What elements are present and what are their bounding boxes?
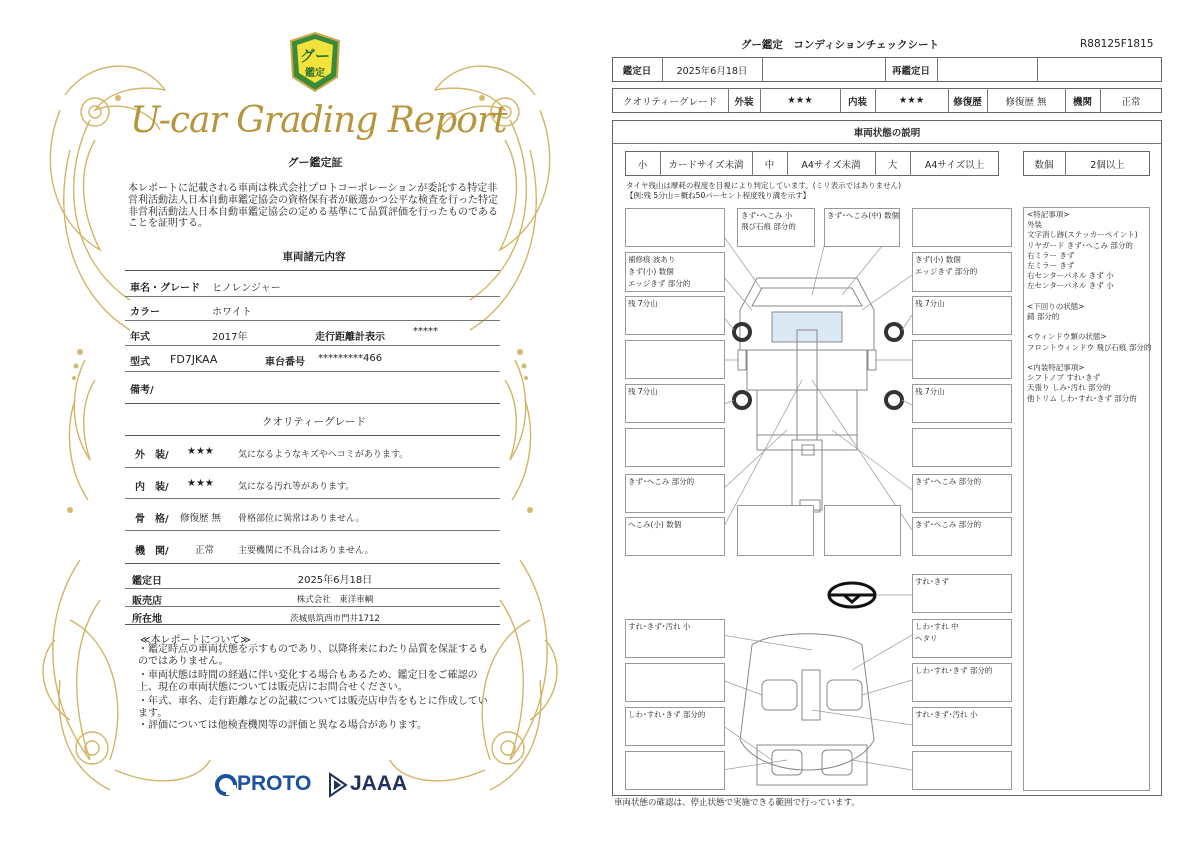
- car-name-label: 車名・グレード: [130, 283, 200, 294]
- part-steering: すれ･きず: [915, 577, 949, 586]
- notes-heading: ≪本レポートについて≫: [140, 635, 251, 646]
- part-left-1: 補修痕 波あり きず(小) 数個 エッジきず 部分的: [628, 255, 691, 288]
- interior-stars: ★★★: [187, 478, 214, 489]
- dealer-label: 販売店: [132, 596, 162, 607]
- jaaa-logo-text: JAAA: [350, 772, 408, 795]
- part-right-5: きず･へこみ 部分的: [915, 477, 982, 486]
- repair-value: 修復歴 無: [1005, 96, 1047, 108]
- part-box-right-3: [912, 340, 1012, 379]
- count-desc: 2個以上: [1090, 159, 1125, 171]
- jaaa-mark-icon: [328, 772, 348, 798]
- frame-text: 骨格部位に異常はありません。: [238, 514, 365, 524]
- part-right-tire-1: 残 7分山: [915, 299, 945, 308]
- size-mid: 中: [764, 159, 775, 171]
- part-box-int-right-4: [912, 751, 1012, 790]
- part-top-right-1: きず･へこみ(中) 数個: [827, 211, 899, 220]
- address-label: 所在地: [132, 614, 162, 625]
- part-right-1: きず(小) 数個 エッジきず 部分的: [915, 255, 978, 276]
- count-label: 数個: [1034, 159, 1054, 171]
- color-label: カラー: [130, 307, 160, 318]
- note-4: ・評価については他検査機関等の評価と異なる場合があります。: [138, 720, 427, 731]
- size-small: 小: [637, 159, 648, 171]
- exterior-text: 気になるようなキズやヘコミがあります。: [238, 450, 409, 460]
- note-3: ・年式、車名、走行距離などの記載については販売店申告をもとに作成しています。: [138, 696, 488, 719]
- part-int-left-1: すれ･きず･汚れ 小: [628, 622, 691, 631]
- size-mid-desc: A4サイズ未満: [801, 159, 861, 171]
- brand-logos: [215, 770, 410, 800]
- part-right-tire-2: 残 7分山: [915, 387, 945, 396]
- part-int-right-1: しわ･すれ 中 ヘタリ: [915, 622, 959, 643]
- mileage-value: *****: [413, 326, 438, 337]
- sheet-id: R88125F1815: [1080, 38, 1154, 50]
- part-box-bottom-1: [737, 505, 814, 556]
- part-left-tire-1: 残 7分山: [628, 299, 658, 308]
- ext-label: 外装: [734, 96, 754, 108]
- part-box-top-right-2: [912, 208, 1012, 247]
- interior-text: 気になる汚れ等があります。: [238, 482, 355, 492]
- model-value: FD7JKAA: [170, 353, 218, 366]
- exterior-stars: ★★★: [187, 446, 214, 457]
- year-label: 年式: [130, 332, 150, 343]
- tire-note: [626, 181, 901, 201]
- address-value: 茨城県筑西市門井1712: [290, 614, 380, 624]
- steering-wheel-icon: [829, 583, 875, 607]
- part-box-left-3: [625, 340, 725, 379]
- part-left-tire-2: 残 7分山: [628, 387, 658, 396]
- note-2: ・車両状態は時間の経過に伴い変化する場合もあるため、鑑定日をご確認の上、現在の車両状態については販売店にお問合せください。: [138, 670, 478, 693]
- part-left-6: へこみ(小) 数個: [628, 520, 682, 529]
- special-remarks: <特記事項> 外装 文字消し跡(ステッカーペイント) リヤガード きず･へこみ 部分的 右ミラー きず 左ミラー きず 右センターパネル きず 小 左センターパネル きず 小 <下回りの状態> 錆 部分的 <ウィンドウ類の状態> フロントウィンドウ 飛び石痕 部分的 <内装特記事項> シフトノブ すれ･きず 天張り しみ･汚れ 部分的 他トリム しわ･すれ･きず 部分的: [1027, 210, 1152, 403]
- part-box-bottom-2: [824, 505, 901, 556]
- logo-text: グー: [299, 47, 331, 65]
- engine-value-sheet: 正常: [1121, 96, 1141, 108]
- state-heading: 車両状態の説明: [853, 127, 921, 139]
- part-top-left-2: きず･へこみ 小 飛び石痕 部分的: [741, 211, 796, 231]
- tire-note-line-2: 【例:残 5分山＝概ね50パーセント程度残り溝を示す】: [626, 191, 811, 200]
- note-1: ・鑑定時点の車両状態を示すものであり、以降将来にわたり品質を保証するものではありません。: [138, 644, 488, 667]
- frame-value: 修復歴 無: [180, 513, 222, 524]
- int-stars: ★★★: [898, 95, 925, 106]
- repair-label: 修復歴: [953, 96, 982, 108]
- certificate-body: 本レポートに記載される車両は株式会社プロトコーポレーションが委託する特定非営利活動法人日本自動車鑑定協会の資格保有者が厳選かつ公平な検査を行った特定非営利活動法人日本自動車鑑定協会の定める基準にて品質評価を行ったものであることを証明する。: [128, 183, 498, 230]
- interior-label: 内 装/: [135, 482, 169, 493]
- size-small-desc: カードサイズ未満: [668, 159, 744, 171]
- exterior-label: 外 装/: [135, 450, 169, 461]
- sheet-title: グー鑑定 コンディションチェックシート: [740, 39, 940, 51]
- dealer-value: 株式会社 東洋車輌: [296, 595, 374, 605]
- date-label: 鑑定日: [132, 576, 162, 587]
- chassis-value: *********466: [318, 353, 383, 364]
- sheet-date-label: 鑑定日: [622, 65, 652, 77]
- part-box-int-left-2: [625, 663, 725, 702]
- engine-text: 主要機関に不具合はありません。: [238, 546, 374, 556]
- tire-note-line-1: タイヤ残山は摩耗の程度を目視により判定しています。(ミリ表示ではありません): [626, 181, 902, 190]
- ext-stars: ★★★: [787, 95, 813, 106]
- reinspect-label: 再鑑定日: [891, 65, 930, 77]
- size-big: 大: [887, 159, 898, 171]
- car-name-value: ヒノレンジャー: [212, 283, 281, 294]
- engine-value: 正常: [195, 545, 215, 556]
- quality-grade-label: クオリティーグレード: [622, 96, 718, 108]
- date-value: 2025年6月18日: [297, 575, 373, 586]
- part-box-right-5: [912, 428, 1012, 467]
- engine-label-sheet: 機関: [1072, 96, 1092, 108]
- proto-logo-text: PROTO: [237, 772, 312, 795]
- part-int-right-3: すれ･きず･汚れ 小: [915, 710, 978, 719]
- mileage-label: 走行距離計表示: [315, 332, 385, 343]
- part-left-5: きず･へこみ 部分的: [628, 477, 695, 486]
- size-big-desc: A4サイズ以上: [924, 159, 985, 171]
- int-label: 内装: [847, 96, 867, 108]
- year-value: 2017年: [212, 332, 248, 343]
- sheet-footnote: 車両状態の確認は、停止状態で実施できる範囲で行っています。: [614, 798, 860, 808]
- report-title: U-car Grading Report: [130, 100, 507, 141]
- part-box-left-5: [625, 428, 725, 467]
- logo-subtext: 鑑定: [305, 68, 325, 79]
- remarks-label: 備考/: [130, 385, 154, 396]
- spec-heading: 車両諸元内容: [282, 251, 346, 263]
- color-value: ホワイト: [212, 307, 252, 318]
- engine-label: 機 関/: [135, 546, 169, 557]
- frame-label: 骨 格/: [135, 514, 169, 525]
- chassis-label: 車台番号: [265, 357, 305, 368]
- proto-mark-icon: [215, 773, 237, 797]
- part-int-right-2: しわ･すれ･きず 部分的: [915, 666, 993, 675]
- goo-kantei-logo: [287, 31, 343, 93]
- sheet-date-value: 2025年6月18日: [676, 65, 748, 77]
- model-label: 型式: [130, 357, 150, 368]
- part-box-int-left-4: [625, 751, 725, 790]
- part-box-top-left-1: [625, 208, 725, 247]
- certificate-heading: グー鑑定証: [287, 156, 343, 169]
- part-int-left-3: しわ･すれ･きず 部分的: [628, 710, 706, 719]
- quality-heading: クオリティーグレード: [262, 416, 366, 428]
- part-right-6: きず･へこみ 部分的: [915, 520, 982, 529]
